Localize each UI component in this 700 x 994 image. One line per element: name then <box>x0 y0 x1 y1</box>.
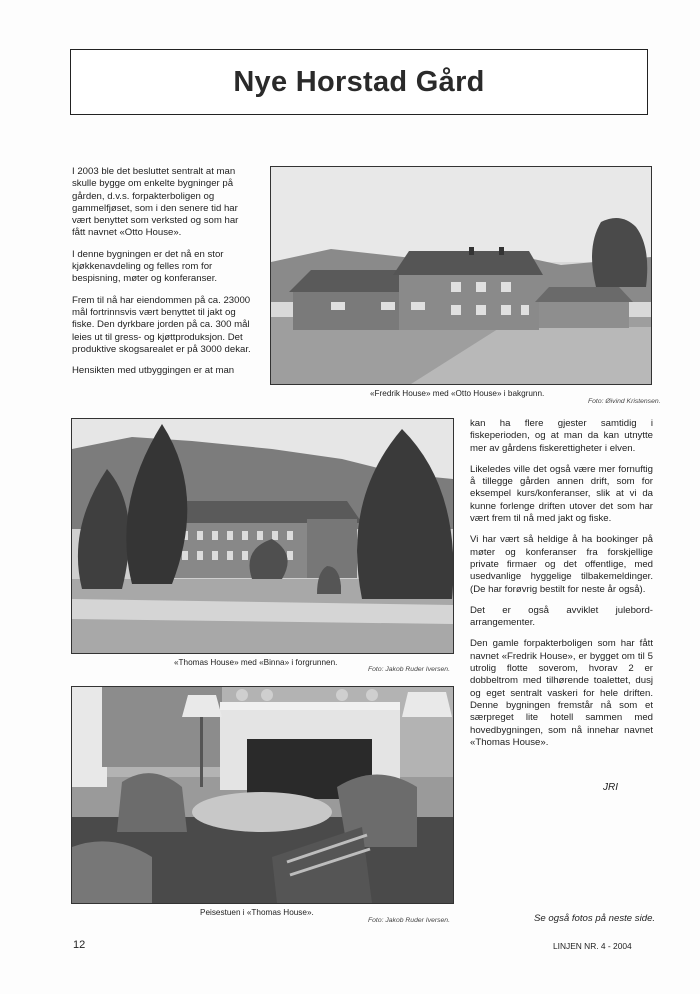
photo-credit: Foto: Jakob Ruder Iversen. <box>368 917 450 924</box>
page-number: 12 <box>73 939 86 951</box>
photo-caption: «Thomas House» med «Binna» i forgrunnen. <box>174 658 338 667</box>
photo-credit: Foto: Jakob Ruder Iversen. <box>368 666 450 673</box>
left-column <box>72 166 254 386</box>
issue-label: LINJEN NR. 4 - 2004 <box>553 941 632 951</box>
title-box <box>70 49 648 115</box>
main-building-image <box>72 419 453 653</box>
paragraph: Vi har vært så heldige å ha bookinger på møter og konferanser fra forskjellige private firmaer og det offentlige, med usedvanlige hyggelige tilbakemeldinger. (De har forøvrig bestilt for neste år også). <box>470 534 653 595</box>
paragraph: Den gamle forpakterboligen som har fått navnet «Fredrik House», er bygget om til 5 utrolig flotte soverom, hvorav 2 er dobbeltrom med tilhørende toalettet, dusj og eget sentralt vaskeri for hele driften. Denne bygningen fremstår nå som et særpreget lite hotell sammen med hovedbygningen, som nå innehar navnet «Thomas House». <box>470 638 653 748</box>
paragraph: Det er også avviklet julebord-arrangementer. <box>470 604 653 629</box>
paragraph: Frem til nå har eiendommen på ca. 23000 mål fortrinnsvis vært benyttet til jakt og fiske. Den dyrkbare jorden på ca. 300 mål leies ut til gress- og kjøttproduksjon. Det produktive skogsarealet er på 3000 dekar. <box>72 294 251 355</box>
living-room-image <box>72 687 453 903</box>
see-also-note: Se også fotos på neste side. <box>534 913 656 924</box>
photo-fireplace-room <box>71 686 454 904</box>
author-signature: JRI <box>603 782 618 793</box>
photo-caption: «Fredrik House» med «Otto House» i bakgrunn. <box>370 389 545 398</box>
farm-buildings-image <box>271 167 651 384</box>
photo-caption: Peisestuen i «Thomas House». <box>200 908 314 917</box>
photo-thomas-house <box>71 418 454 654</box>
photo-fredrik-house <box>270 166 652 385</box>
paragraph: Hensikten med utbyggingen er at man <box>72 365 235 377</box>
photo-credit: Foto: Øivind Kristensen. <box>588 398 661 405</box>
right-column <box>470 418 653 758</box>
paragraph: Likeledes ville det også være mer fornuftig å tillegge gården annen drift, som for eksempel kurs/konferanser, slik at vi da kunne forlenge driften utover det som har vært frem til nå med jakt og fiske. <box>470 463 653 525</box>
paragraph: I denne bygningen er det nå en stor kjøkkenavdeling og felles rom for bespisning, møter og konferanser. <box>72 248 224 285</box>
paragraph: kan ha flere gjester samtidig i fiskeperioden, og at man da kan utnytte mer av gårdens fiskerettigheter i elven. <box>470 418 653 454</box>
paragraph: I 2003 ble det besluttet sentralt at man skulle bygge om enkelte bygninger på gården, d.v.s. forpakterboligen og gammelfjøset, som i den senere tid har vært benyttet som verksted og som har fått navnet «Otto House». <box>72 166 239 239</box>
page-title: Nye Horstad Gård <box>233 65 485 98</box>
